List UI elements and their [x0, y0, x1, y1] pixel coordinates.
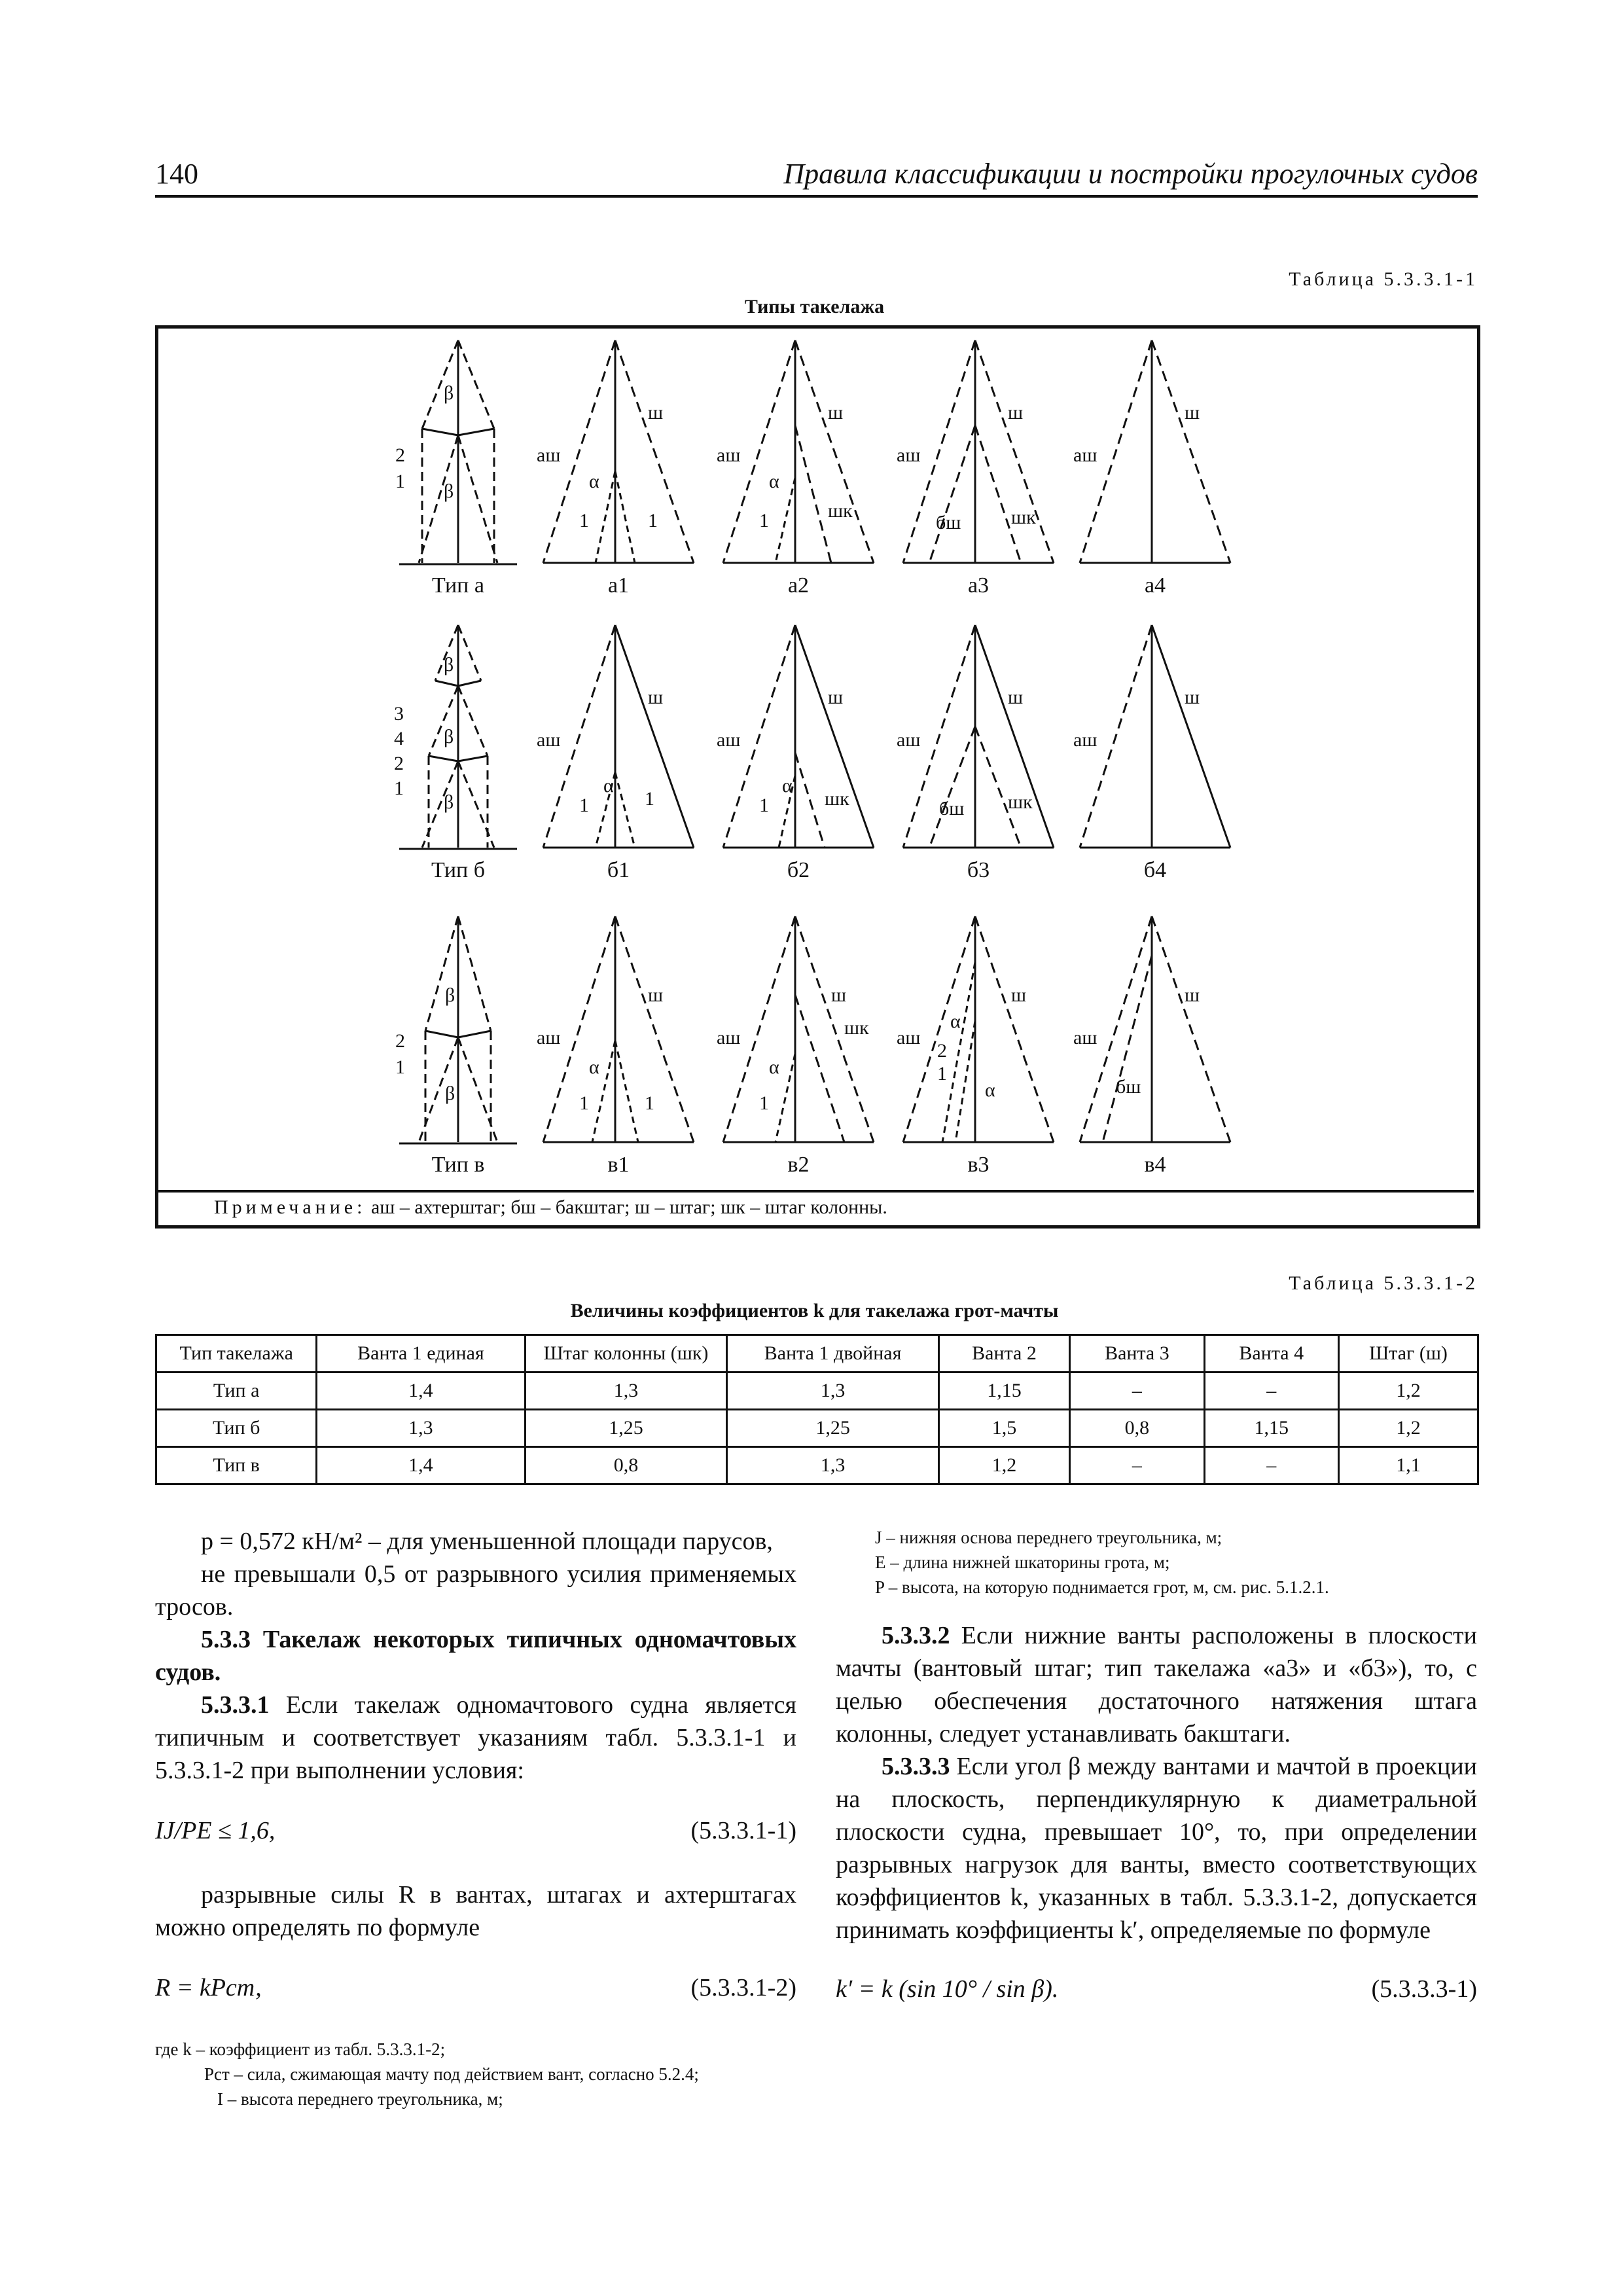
- label-sh: ш: [1008, 402, 1024, 423]
- col-header: Ванта 1 единая: [317, 1335, 525, 1372]
- caption-type-b: Тип б: [431, 858, 486, 882]
- label-alpha: α: [589, 471, 599, 492]
- table2-label: Таблица 5.3.3.1-2: [1289, 1272, 1478, 1294]
- table-cell: Тип в: [156, 1447, 317, 1484]
- col-header: Ванта 1 двойная: [727, 1335, 938, 1372]
- col-header: Ванта 2: [938, 1335, 1069, 1372]
- table-cell: 1,25: [727, 1410, 938, 1447]
- label-sh: ш: [831, 984, 847, 1006]
- label-n1: 1: [648, 510, 658, 531]
- label-ash: аш: [1073, 1027, 1097, 1049]
- label-beta: β: [444, 382, 454, 404]
- label-alpha: α: [985, 1079, 995, 1101]
- label-sh: ш: [828, 402, 844, 423]
- label-n3: 3: [394, 703, 404, 725]
- label-alpha: α: [950, 1011, 961, 1032]
- label-sh: ш: [1011, 984, 1027, 1006]
- label-n1: 1: [395, 1056, 405, 1078]
- label-beta: β: [444, 480, 454, 502]
- table-cell: 1,2: [938, 1447, 1069, 1484]
- formula-number: (5.3.3.1-1): [690, 1817, 796, 1844]
- formula-number: (5.3.3.3-1): [1371, 1975, 1477, 2003]
- table-cell: 1,2: [1338, 1372, 1478, 1410]
- paragraph: не превышали 0,5 от разрывного усилия применяемых тросов.: [155, 1560, 796, 1621]
- col-header: Штаг (ш): [1338, 1335, 1478, 1372]
- label-shk: шк: [1011, 507, 1036, 528]
- table-cell: Тип б: [156, 1410, 317, 1447]
- table-cell: 1,3: [317, 1410, 525, 1447]
- label-sh: ш: [648, 984, 664, 1006]
- label-n1: 1: [394, 778, 404, 799]
- formula: k′ = k (sin 10° / sin β).: [836, 1975, 1059, 2003]
- caption-v3: в3: [967, 1153, 990, 1177]
- label-n2: 2: [395, 444, 405, 466]
- clause-number: 5.3.3.3: [882, 1753, 950, 1780]
- table-cell: 0,8: [525, 1447, 727, 1484]
- formula-row: [836, 1973, 1477, 2005]
- col-header: Тип такелажа: [156, 1335, 317, 1372]
- label-n1: 1: [645, 1092, 654, 1114]
- label-ash: аш: [897, 1027, 921, 1049]
- label-bsh: бш: [1116, 1076, 1141, 1098]
- table-cell: –: [1070, 1372, 1204, 1410]
- definition: J – нижняя основа переднего треугольника, м;: [875, 1528, 1222, 1547]
- table-cell: 1,3: [727, 1447, 938, 1484]
- table-cell: 1,3: [727, 1372, 938, 1410]
- clause-number: 5.3.3.2: [882, 1622, 950, 1649]
- table1-label: Таблица 5.3.3.1-1: [1289, 268, 1478, 290]
- label-ash: аш: [717, 729, 741, 751]
- clause-number: 5.3.3.1: [201, 1691, 270, 1719]
- label-ash: аш: [1073, 729, 1097, 751]
- label-n1: 1: [759, 795, 769, 816]
- running-title: Правила классификации и постройки прогулочных судов: [783, 158, 1478, 190]
- label-ash: аш: [537, 729, 561, 751]
- col-header: Штаг колонны (шк): [525, 1335, 727, 1372]
- label-sh: ш: [1185, 984, 1200, 1006]
- table-cell: 1,4: [317, 1372, 525, 1410]
- right-column: [836, 1525, 1477, 2005]
- caption-v2: в2: [787, 1153, 810, 1177]
- label-alpha: α: [769, 471, 779, 492]
- page-number: 140: [155, 158, 198, 190]
- table-header-row: [156, 1335, 1478, 1372]
- paragraph: 5.3.3.3 Если угол β между вантами и мачтой в проекции на плоскость, перпендикулярную к диаметральной плоскости судна, превышает 10°, то, при определении разрывных нагрузок для ванты, вместо соответствующих коэффициентов k, указанных в табл. 5.3.3.1-2, допускается принимать коэффициенты k′, определяемые по формуле: [836, 1753, 1477, 1944]
- formula: R = kPст,: [155, 1974, 262, 2001]
- label-n1: 1: [579, 510, 589, 531]
- paragraph: p = 0,572 кН/м² – для уменьшенной площади парусов,: [201, 1528, 773, 1555]
- left-column: [155, 1525, 796, 2111]
- caption-b1: б1: [607, 858, 630, 882]
- label-sh: ш: [648, 687, 664, 708]
- label-n1: 1: [395, 471, 405, 492]
- label-ash: аш: [717, 1027, 741, 1049]
- col-header: Ванта 3: [1070, 1335, 1204, 1372]
- label-beta: β: [445, 1083, 455, 1104]
- caption-v1: в1: [607, 1153, 630, 1177]
- paragraph: 5.3.3.1 Если такелаж одномачтового судна является типичным и соответствует указаниям табл. 5.3.3.1-1 и 5.3.3.1-2 при выполнении условия:: [155, 1691, 796, 1784]
- label-ash: аш: [537, 444, 561, 466]
- label-sh: ш: [1008, 687, 1024, 708]
- caption-type-a: Тип а: [432, 573, 484, 598]
- caption-a1: а1: [607, 573, 630, 598]
- caption-b3: б3: [967, 858, 990, 882]
- label-bsh: бш: [936, 512, 961, 533]
- label-n1: 1: [645, 788, 654, 810]
- table-cell: –: [1204, 1372, 1338, 1410]
- table-cell: –: [1070, 1447, 1204, 1484]
- label-alpha: α: [603, 775, 614, 797]
- caption-b2: б2: [787, 858, 810, 882]
- table1-title: Типы такелажа: [744, 296, 885, 317]
- label-sh: ш: [648, 402, 664, 423]
- label-n1: 1: [759, 1092, 769, 1114]
- label-shk: шк: [844, 1017, 869, 1039]
- label-n1: 1: [579, 1092, 589, 1114]
- definition: Pст – сила, сжимающая мачту под действием вант, согласно 5.2.4;: [204, 2064, 699, 2084]
- caption-v4: в4: [1144, 1153, 1166, 1177]
- caption-b4: б4: [1143, 858, 1167, 882]
- label-sh: ш: [1185, 687, 1200, 708]
- table-cell: 1,2: [1338, 1410, 1478, 1447]
- table-cell: 1,5: [938, 1410, 1069, 1447]
- label-beta: β: [444, 791, 454, 813]
- label-n1: 1: [759, 510, 769, 531]
- table2-title: Величины коэффициентов k для такелажа грот-мачты: [570, 1300, 1059, 1321]
- formula-row: [155, 1814, 796, 1847]
- label-n1: 1: [937, 1063, 947, 1085]
- caption-a2: а2: [787, 573, 810, 598]
- definition: I – высота переднего треугольника, м;: [217, 2089, 503, 2109]
- table-row: [156, 1447, 1478, 1484]
- section-heading: 5.3.3 Такелаж некоторых типичных одномачтовых судов.: [155, 1626, 796, 1686]
- label-n2: 2: [394, 753, 404, 774]
- definition: E – длина нижней шкаторины грота, м;: [875, 1552, 1170, 1572]
- label-beta: β: [445, 984, 455, 1006]
- label-shk: шк: [1008, 791, 1033, 813]
- label-beta: β: [444, 726, 454, 747]
- label-n1: 1: [579, 795, 589, 816]
- paragraph: разрывные силы R в вантах, штагах и ахтерштагах можно определять по формуле: [155, 1881, 796, 1941]
- label-beta: β: [444, 654, 454, 675]
- label-shk: шк: [828, 500, 853, 522]
- coefficients-table: [155, 1334, 1479, 1485]
- label-ash: аш: [1073, 444, 1097, 466]
- formula: IJ/PE ≤ 1,6,: [155, 1817, 276, 1844]
- formula-number: (5.3.3.1-2): [690, 1974, 796, 2001]
- caption-a3: а3: [967, 573, 990, 598]
- label-n2: 2: [395, 1030, 405, 1052]
- label-ash: аш: [897, 444, 921, 466]
- label-alpha: α: [782, 775, 793, 797]
- note-text: аш – ахтерштаг; бш – бакштаг; ш – штаг; шк – штаг колонны.: [366, 1196, 887, 1218]
- label-n2: 2: [937, 1040, 947, 1062]
- note-head: Примечание:: [214, 1196, 366, 1218]
- label-n4: 4: [394, 728, 404, 749]
- label-sh: ш: [1185, 402, 1200, 423]
- table-cell: –: [1204, 1447, 1338, 1484]
- table-cell: 0,8: [1070, 1410, 1204, 1447]
- table-cell: Тип а: [156, 1372, 317, 1410]
- label-shk: шк: [825, 788, 849, 810]
- label-alpha: α: [769, 1056, 779, 1078]
- label-ash: аш: [537, 1027, 561, 1049]
- table-cell: 1,15: [1204, 1410, 1338, 1447]
- table-row: [156, 1410, 1478, 1447]
- table-cell: 1,15: [938, 1372, 1069, 1410]
- table-cell: 1,3: [525, 1372, 727, 1410]
- table1-note: [155, 1190, 1474, 1222]
- definition: где k – коэффициент из табл. 5.3.3.1-2;: [155, 2039, 446, 2059]
- label-ash: аш: [717, 444, 741, 466]
- label-bsh: бш: [939, 798, 965, 819]
- paragraph: 5.3.3.2 Если нижние ванты расположены в плоскости мачты (вантовый штаг; тип такелажа «а3» и «б3»), то, с целью обеспечения достаточного натяжения штага колонны, следует устанавливать бакштаги.: [836, 1622, 1477, 1748]
- label-alpha: α: [589, 1056, 599, 1078]
- table-cell: 1,1: [1338, 1447, 1478, 1484]
- definition: P – высота, на которую поднимается грот, м, см. рис. 5.1.2.1.: [875, 1577, 1329, 1597]
- label-sh: ш: [828, 687, 844, 708]
- formula-row: [155, 1971, 796, 2004]
- table-cell: 1,25: [525, 1410, 727, 1447]
- caption-type-v: Тип в: [431, 1153, 485, 1177]
- col-header: Ванта 4: [1204, 1335, 1338, 1372]
- table-cell: 1,4: [317, 1447, 525, 1484]
- caption-a4: а4: [1144, 573, 1166, 598]
- table-row: [156, 1372, 1478, 1410]
- label-ash: аш: [897, 729, 921, 751]
